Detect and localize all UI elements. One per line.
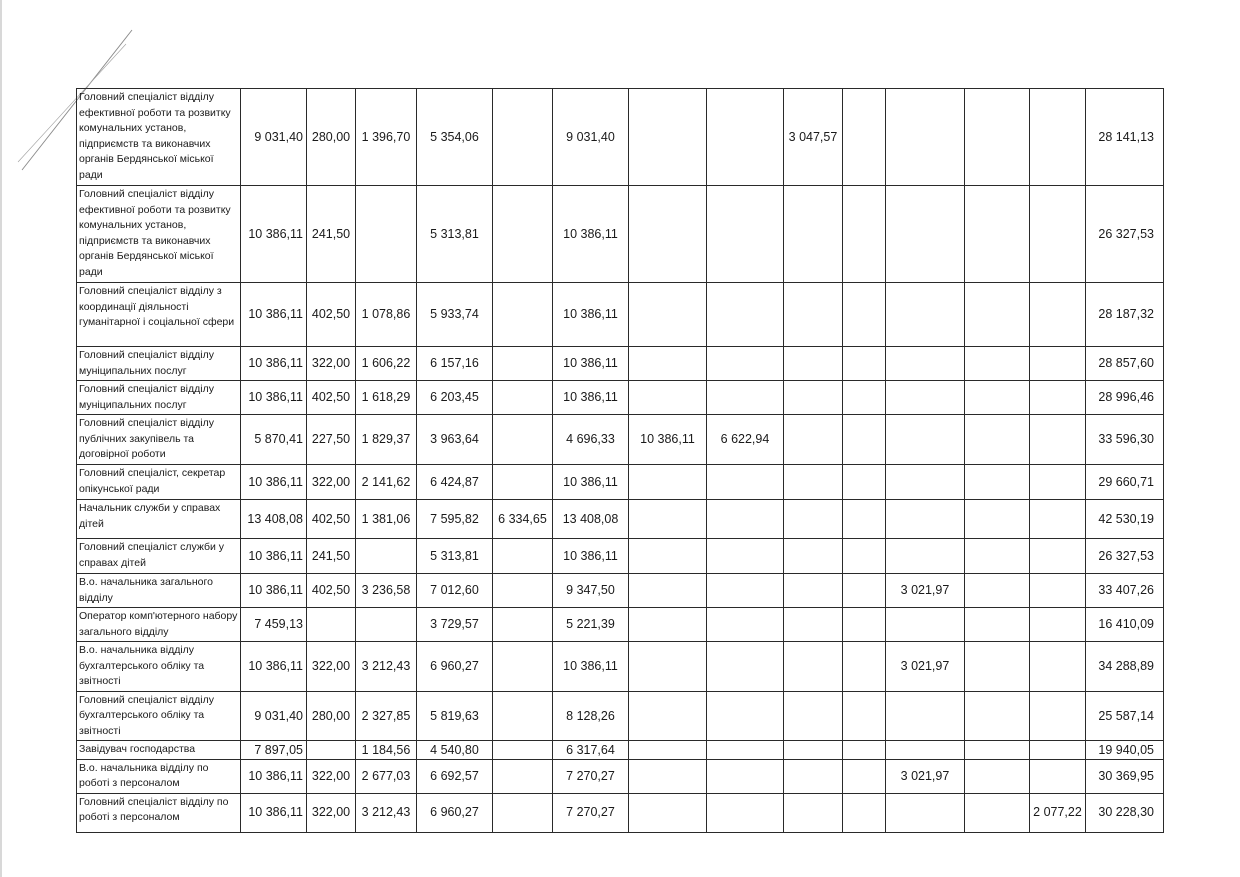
amount-cell <box>784 741 843 760</box>
amount-cell <box>784 186 843 283</box>
amount-cell <box>843 539 886 574</box>
amount-cell: 3 963,64 <box>417 415 493 465</box>
amount-cell <box>629 759 707 793</box>
amount-cell: 3 021,97 <box>886 759 965 793</box>
amount-cell <box>493 608 553 642</box>
amount-cell <box>843 574 886 608</box>
amount-cell <box>356 539 417 574</box>
amount-cell <box>356 608 417 642</box>
total-cell: 28 996,46 <box>1086 381 1164 415</box>
amount-cell: 1 078,86 <box>356 283 417 347</box>
amount-cell <box>707 642 784 692</box>
amount-cell: 402,50 <box>307 283 356 347</box>
amount-cell <box>965 415 1030 465</box>
amount-cell: 10 386,11 <box>241 539 307 574</box>
amount-cell <box>886 500 965 539</box>
amount-cell <box>493 381 553 415</box>
amount-cell: 1 184,56 <box>356 741 417 760</box>
amount-cell <box>629 642 707 692</box>
amount-cell: 2 141,62 <box>356 465 417 500</box>
table-row <box>77 381 1164 415</box>
amount-cell <box>707 283 784 347</box>
amount-cell <box>707 465 784 500</box>
amount-cell <box>1030 186 1086 283</box>
amount-cell <box>629 186 707 283</box>
amount-cell <box>784 608 843 642</box>
total-cell: 42 530,19 <box>1086 500 1164 539</box>
amount-cell: 7 459,13 <box>241 608 307 642</box>
position-title-cell: Головний спеціаліст відділу ефективної роботи та розвитку комунальних установ, підприємств та виконавчих органів Бердянської міської ради <box>77 186 241 283</box>
amount-cell: 5 819,63 <box>417 691 493 741</box>
amount-cell: 227,50 <box>307 415 356 465</box>
amount-cell <box>1030 465 1086 500</box>
amount-cell: 280,00 <box>307 691 356 741</box>
amount-cell <box>886 539 965 574</box>
table-row <box>77 415 1164 465</box>
total-cell: 26 327,53 <box>1086 539 1164 574</box>
amount-cell <box>1030 539 1086 574</box>
amount-cell: 9 031,40 <box>241 89 307 186</box>
position-title-cell: Головний спеціаліст відділу бухгалтерського обліку та звітності <box>77 691 241 741</box>
position-title-cell: Головний спеціаліст, секретар опікунської ради <box>77 465 241 500</box>
amount-cell: 322,00 <box>307 642 356 692</box>
amount-cell: 4 540,80 <box>417 741 493 760</box>
table-row <box>77 642 1164 692</box>
amount-cell <box>965 539 1030 574</box>
table-row <box>77 89 1164 186</box>
amount-cell <box>886 793 965 832</box>
amount-cell <box>707 574 784 608</box>
amount-cell <box>493 574 553 608</box>
payroll-table-body <box>77 89 1164 833</box>
amount-cell: 10 386,11 <box>553 347 629 381</box>
amount-cell <box>886 465 965 500</box>
amount-cell <box>843 691 886 741</box>
amount-cell <box>886 347 965 381</box>
amount-cell <box>307 608 356 642</box>
amount-cell <box>629 793 707 832</box>
amount-cell <box>707 381 784 415</box>
amount-cell <box>965 642 1030 692</box>
position-title-cell: Головний спеціаліст відділу з координації діяльності гуманітарної і соціальної сфери <box>77 283 241 347</box>
amount-cell <box>356 186 417 283</box>
amount-cell: 10 386,11 <box>241 574 307 608</box>
amount-cell: 9 031,40 <box>553 89 629 186</box>
amount-cell: 7 270,27 <box>553 759 629 793</box>
amount-cell: 6 157,16 <box>417 347 493 381</box>
amount-cell <box>493 539 553 574</box>
amount-cell <box>1030 759 1086 793</box>
amount-cell: 322,00 <box>307 793 356 832</box>
amount-cell: 1 381,06 <box>356 500 417 539</box>
amount-cell <box>843 465 886 500</box>
table-row <box>77 759 1164 793</box>
amount-cell <box>784 793 843 832</box>
amount-cell: 10 386,11 <box>241 186 307 283</box>
position-title-cell: Головний спеціаліст відділу муніципальних послуг <box>77 381 241 415</box>
amount-cell: 3 212,43 <box>356 793 417 832</box>
amount-cell: 9 031,40 <box>241 691 307 741</box>
amount-cell: 3 047,57 <box>784 89 843 186</box>
amount-cell <box>965 186 1030 283</box>
amount-cell <box>784 539 843 574</box>
amount-cell: 6 960,27 <box>417 793 493 832</box>
amount-cell <box>965 347 1030 381</box>
amount-cell: 10 386,11 <box>553 381 629 415</box>
amount-cell <box>707 691 784 741</box>
amount-cell: 10 386,11 <box>241 465 307 500</box>
amount-cell <box>965 741 1030 760</box>
amount-cell: 13 408,08 <box>553 500 629 539</box>
amount-cell: 3 212,43 <box>356 642 417 692</box>
amount-cell <box>629 465 707 500</box>
amount-cell <box>629 283 707 347</box>
amount-cell <box>493 691 553 741</box>
payroll-table <box>76 88 1164 833</box>
amount-cell <box>707 347 784 381</box>
amount-cell: 1 618,29 <box>356 381 417 415</box>
amount-cell <box>886 741 965 760</box>
amount-cell: 10 386,11 <box>553 642 629 692</box>
amount-cell: 10 386,11 <box>553 539 629 574</box>
total-cell: 25 587,14 <box>1086 691 1164 741</box>
amount-cell <box>886 283 965 347</box>
amount-cell <box>493 642 553 692</box>
amount-cell <box>965 608 1030 642</box>
amount-cell <box>707 759 784 793</box>
amount-cell <box>1030 500 1086 539</box>
amount-cell <box>784 381 843 415</box>
amount-cell: 5 221,39 <box>553 608 629 642</box>
amount-cell <box>629 500 707 539</box>
amount-cell: 402,50 <box>307 500 356 539</box>
amount-cell: 3 729,57 <box>417 608 493 642</box>
total-cell: 19 940,05 <box>1086 741 1164 760</box>
amount-cell <box>1030 283 1086 347</box>
table-row <box>77 283 1164 347</box>
table-row <box>77 465 1164 500</box>
amount-cell: 6 334,65 <box>493 500 553 539</box>
amount-cell <box>965 500 1030 539</box>
amount-cell: 2 677,03 <box>356 759 417 793</box>
amount-cell <box>493 347 553 381</box>
position-title-cell: Оператор комп'ютерного набору загального відділу <box>77 608 241 642</box>
amount-cell: 7 595,82 <box>417 500 493 539</box>
amount-cell <box>707 186 784 283</box>
table-row <box>77 500 1164 539</box>
amount-cell: 6 692,57 <box>417 759 493 793</box>
position-title-cell: Головний спеціаліст відділу публічних закупівель та договірної роботи <box>77 415 241 465</box>
position-title-cell: Головний спеціаліст відділу ефективної роботи та розвитку комунальних установ, підприємств та виконавчих органів Бердянської міської ради <box>77 89 241 186</box>
total-cell: 34 288,89 <box>1086 642 1164 692</box>
amount-cell: 280,00 <box>307 89 356 186</box>
amount-cell <box>629 381 707 415</box>
amount-cell: 241,50 <box>307 539 356 574</box>
amount-cell: 9 347,50 <box>553 574 629 608</box>
amount-cell: 4 696,33 <box>553 415 629 465</box>
amount-cell <box>493 186 553 283</box>
total-cell: 30 228,30 <box>1086 793 1164 832</box>
table-row <box>77 691 1164 741</box>
amount-cell <box>784 465 843 500</box>
amount-cell <box>843 741 886 760</box>
position-title-cell: Завідувач господарства <box>77 741 241 760</box>
total-cell: 26 327,53 <box>1086 186 1164 283</box>
amount-cell <box>493 465 553 500</box>
amount-cell <box>493 741 553 760</box>
amount-cell <box>886 691 965 741</box>
amount-cell: 10 386,11 <box>241 759 307 793</box>
total-cell: 28 187,32 <box>1086 283 1164 347</box>
amount-cell <box>1030 691 1086 741</box>
position-title-cell: Головний спеціаліст служби у справах дітей <box>77 539 241 574</box>
amount-cell <box>784 500 843 539</box>
amount-cell <box>784 642 843 692</box>
amount-cell: 8 128,26 <box>553 691 629 741</box>
amount-cell <box>629 539 707 574</box>
amount-cell: 10 386,11 <box>553 283 629 347</box>
amount-cell: 1 606,22 <box>356 347 417 381</box>
amount-cell: 2 077,22 <box>1030 793 1086 832</box>
amount-cell: 13 408,08 <box>241 500 307 539</box>
amount-cell <box>784 759 843 793</box>
amount-cell <box>965 283 1030 347</box>
amount-cell: 10 386,11 <box>241 283 307 347</box>
amount-cell: 5 313,81 <box>417 186 493 283</box>
amount-cell: 7 270,27 <box>553 793 629 832</box>
position-title-cell: В.о. начальника загального відділу <box>77 574 241 608</box>
total-cell: 29 660,71 <box>1086 465 1164 500</box>
amount-cell: 5 354,06 <box>417 89 493 186</box>
amount-cell <box>784 415 843 465</box>
amount-cell <box>1030 347 1086 381</box>
amount-cell <box>493 759 553 793</box>
table-row <box>77 539 1164 574</box>
amount-cell <box>1030 415 1086 465</box>
amount-cell <box>629 608 707 642</box>
amount-cell <box>707 89 784 186</box>
table-row <box>77 608 1164 642</box>
amount-cell <box>843 415 886 465</box>
amount-cell <box>707 539 784 574</box>
amount-cell <box>965 793 1030 832</box>
amount-cell <box>629 347 707 381</box>
amount-cell <box>1030 741 1086 760</box>
amount-cell <box>707 793 784 832</box>
position-title-cell: Головний спеціаліст відділу муніципальних послуг <box>77 347 241 381</box>
table-row <box>77 347 1164 381</box>
amount-cell <box>965 759 1030 793</box>
total-cell: 16 410,09 <box>1086 608 1164 642</box>
amount-cell <box>629 574 707 608</box>
table-row <box>77 793 1164 832</box>
amount-cell <box>784 283 843 347</box>
amount-cell <box>707 608 784 642</box>
table-row <box>77 186 1164 283</box>
amount-cell: 10 386,11 <box>241 793 307 832</box>
amount-cell <box>1030 89 1086 186</box>
amount-cell <box>965 381 1030 415</box>
amount-cell: 1 829,37 <box>356 415 417 465</box>
amount-cell: 2 327,85 <box>356 691 417 741</box>
amount-cell: 5 313,81 <box>417 539 493 574</box>
amount-cell: 322,00 <box>307 465 356 500</box>
amount-cell <box>843 347 886 381</box>
amount-cell <box>629 691 707 741</box>
amount-cell <box>493 89 553 186</box>
amount-cell: 241,50 <box>307 186 356 283</box>
amount-cell: 10 386,11 <box>553 186 629 283</box>
amount-cell <box>1030 608 1086 642</box>
total-cell: 28 857,60 <box>1086 347 1164 381</box>
amount-cell <box>886 186 965 283</box>
amount-cell <box>1030 574 1086 608</box>
amount-cell: 3 236,58 <box>356 574 417 608</box>
amount-cell <box>493 415 553 465</box>
amount-cell <box>843 759 886 793</box>
amount-cell <box>886 381 965 415</box>
amount-cell <box>843 500 886 539</box>
total-cell: 30 369,95 <box>1086 759 1164 793</box>
total-cell: 33 407,26 <box>1086 574 1164 608</box>
amount-cell: 7 897,05 <box>241 741 307 760</box>
amount-cell: 7 012,60 <box>417 574 493 608</box>
amount-cell: 10 386,11 <box>241 347 307 381</box>
amount-cell: 10 386,11 <box>241 381 307 415</box>
amount-cell <box>843 793 886 832</box>
amount-cell <box>784 347 843 381</box>
amount-cell <box>886 89 965 186</box>
amount-cell: 6 317,64 <box>553 741 629 760</box>
position-title-cell: В.о. начальника відділу по роботі з персоналом <box>77 759 241 793</box>
amount-cell <box>1030 642 1086 692</box>
amount-cell <box>707 741 784 760</box>
amount-cell <box>965 691 1030 741</box>
amount-cell <box>493 793 553 832</box>
amount-cell <box>965 574 1030 608</box>
position-title-cell: Головний спеціаліст відділу по роботі з персоналом <box>77 793 241 832</box>
amount-cell <box>965 465 1030 500</box>
total-cell: 33 596,30 <box>1086 415 1164 465</box>
amount-cell: 6 960,27 <box>417 642 493 692</box>
amount-cell <box>707 500 784 539</box>
total-cell: 28 141,13 <box>1086 89 1164 186</box>
amount-cell: 3 021,97 <box>886 642 965 692</box>
amount-cell: 3 021,97 <box>886 574 965 608</box>
amount-cell <box>886 608 965 642</box>
amount-cell <box>629 741 707 760</box>
amount-cell: 10 386,11 <box>241 642 307 692</box>
amount-cell: 6 622,94 <box>707 415 784 465</box>
position-title-cell: В.о. начальника відділу бухгалтерського обліку та звітності <box>77 642 241 692</box>
amount-cell <box>493 283 553 347</box>
amount-cell: 1 396,70 <box>356 89 417 186</box>
amount-cell <box>843 186 886 283</box>
amount-cell <box>843 89 886 186</box>
amount-cell: 402,50 <box>307 574 356 608</box>
amount-cell <box>1030 381 1086 415</box>
amount-cell <box>307 741 356 760</box>
amount-cell <box>843 642 886 692</box>
amount-cell <box>843 283 886 347</box>
amount-cell: 10 386,11 <box>553 465 629 500</box>
amount-cell: 322,00 <box>307 759 356 793</box>
amount-cell: 5 933,74 <box>417 283 493 347</box>
amount-cell <box>886 415 965 465</box>
position-title-cell: Начальник служби у справах дітей <box>77 500 241 539</box>
amount-cell: 5 870,41 <box>241 415 307 465</box>
amount-cell <box>965 89 1030 186</box>
table-row <box>77 574 1164 608</box>
amount-cell: 402,50 <box>307 381 356 415</box>
amount-cell: 6 203,45 <box>417 381 493 415</box>
amount-cell: 322,00 <box>307 347 356 381</box>
amount-cell <box>784 691 843 741</box>
amount-cell <box>784 574 843 608</box>
amount-cell: 10 386,11 <box>629 415 707 465</box>
table-row <box>77 741 1164 760</box>
amount-cell <box>629 89 707 186</box>
amount-cell <box>843 381 886 415</box>
amount-cell <box>843 608 886 642</box>
amount-cell: 6 424,87 <box>417 465 493 500</box>
